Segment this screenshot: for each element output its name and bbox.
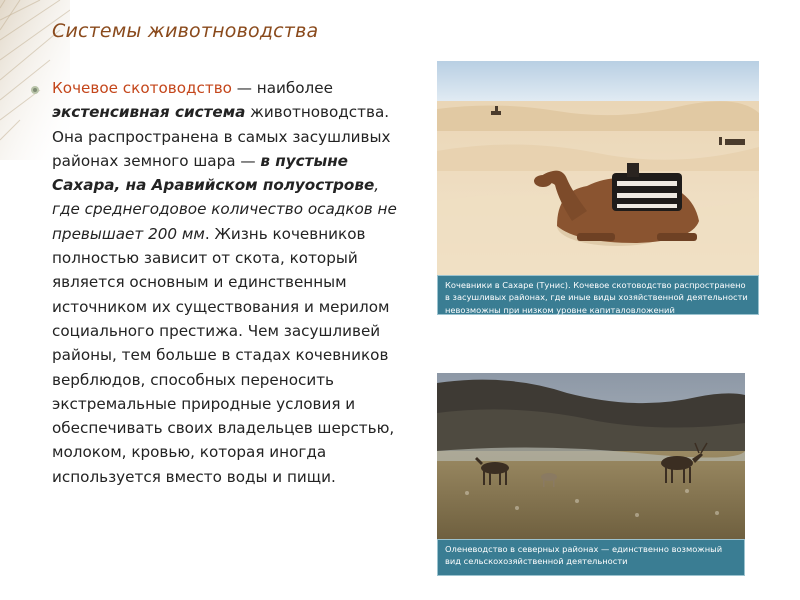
term-regions: в пустыне Сахара, на Аравийском полуострове [52,151,375,195]
text-fragment: — наиболее [231,79,333,97]
text-fragment: . Жизнь кочевников полностью зависит от скота, который является основным и единственным источником их существования и мерилом социального престижа. Чем засушливей районы, тем больше в стадах кочевников верблюдов, способных переносить экстремальные природные условия и обеспечивать своих владельцев шерстью, молоком, кровью, которая иногда используется вместо воды и пищи. [52,224,395,486]
bullet-icon [31,86,39,94]
slide-title: Системы животноводства [52,20,319,42]
text-fragment: животноводства. Она распространена в самых засушливых районах земного шара — [52,103,391,170]
term-nomadic-herding: Кочевое скотоводство [52,79,232,97]
reindeer-photo [437,373,745,539]
camel-photo [437,61,759,275]
reindeer-caption: Оленеводство в северных районах — единственно возможный вид сельскохозяйственной деятельности [437,539,745,576]
main-paragraph [52,76,397,489]
term-extensive-system: экстенсивная система [52,103,246,122]
text-precipitation: , где среднегодовое количество осадков не превышает 200 мм [52,176,397,243]
camel-caption: Кочевники в Сахаре (Тунис). Кочевое скотоводство распространено в засушливых районах, где иные виды хозяйственной деятельности невозможны при низком уровне капиталовложений [437,275,759,315]
